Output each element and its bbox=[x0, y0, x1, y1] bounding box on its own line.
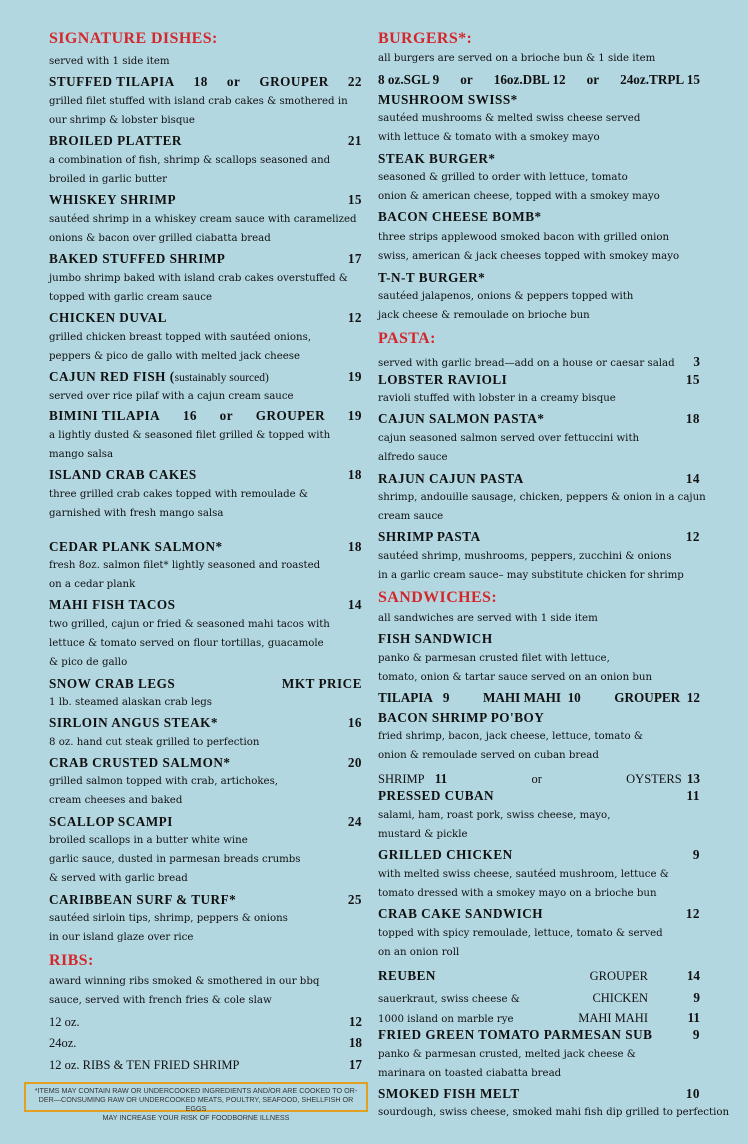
menu-item-grilled-chicken: GRILLED CHICKEN 9 bbox=[378, 847, 700, 862]
item-description: peppers & pico de gallo with melted jack cheese bbox=[49, 351, 301, 362]
item-description: grilled filet stuffed with island crab cakes & smothered in bbox=[49, 96, 348, 107]
menu-item-stuffed-tilapia: STUFFED TILAPIA 18 or GROUPER 22 bbox=[49, 74, 362, 89]
item-description: onions & bacon over grilled ciabatta bread bbox=[49, 233, 271, 244]
burger-sizes: 8 oz.SGL 9 or 16oz.DBL 12 or 24oz.TRPL 15 bbox=[378, 72, 700, 87]
item-description: sautéed shrimp in a whiskey cream sauce with caramelized bbox=[49, 214, 357, 225]
item-description: grilled chicken breast topped with sautéed onions, bbox=[49, 332, 312, 343]
item-description: cajun seasoned salmon served over fettuccini with bbox=[378, 433, 640, 444]
item-description: panko & parmesan crusted, melted jack cheese & bbox=[378, 1049, 636, 1060]
item-description: cream sauce bbox=[378, 511, 444, 522]
menu-item-rajun-cajun-pasta: RAJUN CAJUN PASTA 14 bbox=[378, 471, 700, 486]
section-note: all sandwiches are served with 1 side item bbox=[378, 613, 598, 624]
menu-item-cajun-red-fish: CAJUN RED FISH (sustainably sourced) 19 bbox=[49, 369, 362, 384]
menu-item-lobster-ravioli: LOBSTER RAVIOLI 15 bbox=[378, 372, 700, 387]
section-note: all burgers are served on a brioche bun & 1 side item bbox=[378, 53, 656, 64]
menu-item-chicken-duval: CHICKEN DUVAL 12 bbox=[49, 310, 362, 325]
menu-item-fish-sandwich: FISH SANDWICH bbox=[378, 631, 493, 646]
item-description: 8 oz. hand cut steak grilled to perfection bbox=[49, 737, 260, 748]
item-description: in our island glaze over rice bbox=[49, 932, 194, 943]
menu-item-cedar-plank-salmon: CEDAR PLANK SALMON* 18 bbox=[49, 539, 362, 554]
item-description: alfredo sauce bbox=[378, 452, 448, 463]
item-description: a combination of fish, shrimp & scallops seasoned and bbox=[49, 155, 331, 166]
item-description: swiss, american & jack cheeses topped with smokey mayo bbox=[378, 251, 680, 262]
menu-item-mahi-fish-tacos: MAHI FISH TACOS 14 bbox=[49, 597, 362, 612]
item-description: our shrimp & lobster bisque bbox=[49, 115, 195, 126]
menu-item-crab-crusted-salmon: CRAB CRUSTED SALMON* 20 bbox=[49, 755, 362, 770]
menu-item-fried-green-tomato-sub: FRIED GREEN TOMATO PARMESAN SUB 9 bbox=[378, 1027, 700, 1042]
item-description: two grilled, cajun or fried & seasoned mahi tacos with bbox=[49, 619, 330, 630]
reuben-option-chicken: sauerkraut, swiss cheese & CHICKEN 9 bbox=[378, 990, 700, 1005]
menu-item-crab-cake-sandwich: CRAB CAKE SANDWICH 12 bbox=[378, 906, 700, 921]
section-title-sandwiches: SANDWICHES: bbox=[378, 589, 498, 606]
allergen-disclaimer: *ITEMS MAY CONTAIN RAW OR UNDERCOOKED INGREDIENTS AND/OR ARE COOKED TO OR- DER—CONSUMING RAW OR UNDERCOOKED MEATS, POULTRY, SEAFOOD, SHELLFISH OR EGGS MAY INCREASE YOUR RISK OF FOODBORNE ILLNESS bbox=[24, 1082, 368, 1112]
item-description: on a cedar plank bbox=[49, 579, 136, 590]
pasta-note: served with garlic bread—add on a house or caesar salad 3 bbox=[378, 354, 700, 369]
ribs-option-ribs-shrimp: 12 oz. RIBS & TEN FRIED SHRIMP 17 bbox=[49, 1057, 362, 1072]
menu-item-steak-burger: STEAK BURGER* bbox=[378, 151, 496, 166]
menu-item-shrimp-pasta: SHRIMP PASTA 12 bbox=[378, 529, 700, 544]
item-description: shrimp, andouille sausage, chicken, peppers & onion in a cajun bbox=[378, 492, 706, 503]
menu-item-sirloin-angus-steak: SIRLOIN ANGUS STEAK* 16 bbox=[49, 715, 362, 730]
menu-item-broiled-platter: BROILED PLATTER 21 bbox=[49, 133, 362, 148]
item-description: served over rice pilaf with a cajun cream sauce bbox=[49, 391, 294, 402]
item-description: sourdough, swiss cheese, smoked mahi fish dip grilled to perfection bbox=[378, 1107, 730, 1118]
section-note: served with 1 side item bbox=[49, 56, 170, 67]
item-description: onion & american cheese, topped with a smokey mayo bbox=[378, 191, 660, 202]
item-description: salami, ham, roast pork, swiss cheese, mayo, bbox=[378, 810, 611, 821]
item-description: garnished with fresh mango salsa bbox=[49, 508, 224, 519]
section-title-ribs: RIBS: bbox=[49, 952, 94, 969]
item-description: tomato, onion & tartar sauce served on an onion bun bbox=[378, 672, 653, 683]
item-description: 1 lb. steamed alaskan crab legs bbox=[49, 697, 212, 708]
section-title-signature-dishes: SIGNATURE DISHES: bbox=[49, 30, 218, 47]
item-description: onion & remoulade served on cuban bread bbox=[378, 750, 599, 761]
item-description: topped with garlic cream sauce bbox=[49, 292, 213, 303]
item-description: seasoned & grilled to order with lettuce, tomato bbox=[378, 172, 628, 183]
item-description: sauce, served with french fries & cole slaw bbox=[49, 995, 272, 1006]
item-description: three strips applewood smoked bacon with grilled onion bbox=[378, 232, 670, 243]
ribs-option-12oz: 12 oz. 12 bbox=[49, 1014, 362, 1029]
menu-item-reuben: REUBEN GROUPER 14 bbox=[378, 968, 700, 983]
menu-item-tnt-burger: T-N-T BURGER* bbox=[378, 270, 486, 285]
menu-item-island-crab-cakes: ISLAND CRAB CAKES 18 bbox=[49, 467, 362, 482]
item-description: ravioli stuffed with lobster in a creamy bisque bbox=[378, 393, 616, 404]
item-description: on an onion roll bbox=[378, 947, 460, 958]
item-description: broiled scallops in a butter white wine bbox=[49, 835, 248, 846]
reuben-option-mahi: 1000 island on marble rye MAHI MAHI 11 bbox=[378, 1010, 700, 1025]
menu-item-bacon-shrimp-poboy: BACON SHRIMP PO'BOY bbox=[378, 710, 545, 725]
menu-item-baked-stuffed-shrimp: BAKED STUFFED SHRIMP 17 bbox=[49, 251, 362, 266]
item-description: fried shrimp, bacon, jack cheese, lettuce, tomato & bbox=[378, 731, 643, 742]
item-description: with lettuce & tomato with a smokey mayo bbox=[378, 132, 600, 143]
menu-item-caribbean-surf-turf: CARIBBEAN SURF & TURF* 25 bbox=[49, 892, 362, 907]
item-description: mustard & pickle bbox=[378, 829, 468, 840]
item-description: three grilled crab cakes topped with remoulade & bbox=[49, 489, 309, 500]
item-description: & served with garlic bread bbox=[49, 873, 188, 884]
item-description: sautéed mushrooms & melted swiss cheese served bbox=[378, 113, 641, 124]
item-description: sautéed shrimp, mushrooms, peppers, zucchini & onions bbox=[378, 551, 672, 562]
item-description: topped with spicy remoulade, lettuce, tomato & served bbox=[378, 928, 663, 939]
item-description: grilled salmon topped with crab, artichokes, bbox=[49, 776, 279, 787]
item-description: in a garlic cream sauce– may substitute chicken for shrimp bbox=[378, 570, 684, 581]
menu-item-mushroom-swiss: MUSHROOM SWISS* bbox=[378, 92, 518, 107]
menu-item-cajun-salmon-pasta: CAJUN SALMON PASTA* 18 bbox=[378, 411, 700, 426]
item-description: marinara on toasted ciabatta bread bbox=[378, 1068, 562, 1079]
item-description: award winning ribs smoked & smothered in our bbq bbox=[49, 976, 320, 987]
item-description: panko & parmesan crusted filet with lettuce, bbox=[378, 653, 610, 664]
item-description: fresh 8oz. salmon filet* lightly seasoned and roasted bbox=[49, 560, 321, 571]
item-description: tomato dressed with a smokey mayo on a brioche bun bbox=[378, 888, 657, 899]
item-description: sautéed sirloin tips, shrimp, peppers & onions bbox=[49, 913, 288, 924]
item-description: a lightly dusted & seasoned filet grilled & topped with bbox=[49, 430, 331, 441]
item-description: & pico de gallo bbox=[49, 657, 128, 668]
menu-item-smoked-fish-melt: SMOKED FISH MELT 10 bbox=[378, 1086, 700, 1101]
item-description: lettuce & tomato served on flour tortillas, guacamole bbox=[49, 638, 324, 649]
menu-item-bacon-cheese-bomb: BACON CHEESE BOMB* bbox=[378, 209, 542, 224]
item-description: mango salsa bbox=[49, 449, 114, 460]
item-description: with melted swiss cheese, sautéed mushroom, lettuce & bbox=[378, 869, 669, 880]
menu-item-snow-crab-legs: SNOW CRAB LEGS MKT PRICE bbox=[49, 676, 362, 691]
item-description: jumbo shrimp baked with island crab cakes overstuffed & bbox=[49, 273, 348, 284]
menu-item-scallop-scampi: SCALLOP SCAMPI 24 bbox=[49, 814, 362, 829]
section-title-burgers: BURGERS*: bbox=[378, 30, 473, 47]
item-description: sautéed jalapenos, onions & peppers topped with bbox=[378, 291, 634, 302]
item-description: garlic sauce, dusted in parmesan breads crumbs bbox=[49, 854, 301, 865]
menu-item-pressed-cuban: PRESSED CUBAN 11 bbox=[378, 788, 700, 803]
item-description: cream cheeses and baked bbox=[49, 795, 183, 806]
fish-sandwich-options: TILAPIA 9 MAHI MAHI 10 GROUPER 12 bbox=[378, 690, 700, 705]
poboy-options: SHRIMP 11 or OYSTERS 13 bbox=[378, 771, 700, 786]
item-description: broiled in garlic butter bbox=[49, 174, 167, 185]
menu-item-bimini-tilapia: BIMINI TILAPIA 16 or GROUPER 19 bbox=[49, 408, 362, 423]
item-description: jack cheese & remoulade on brioche bun bbox=[378, 310, 590, 321]
section-title-pasta: PASTA: bbox=[378, 330, 436, 347]
menu-item-whiskey-shrimp: WHISKEY SHRIMP 15 bbox=[49, 192, 362, 207]
ribs-option-24oz: 24oz. 18 bbox=[49, 1035, 362, 1050]
